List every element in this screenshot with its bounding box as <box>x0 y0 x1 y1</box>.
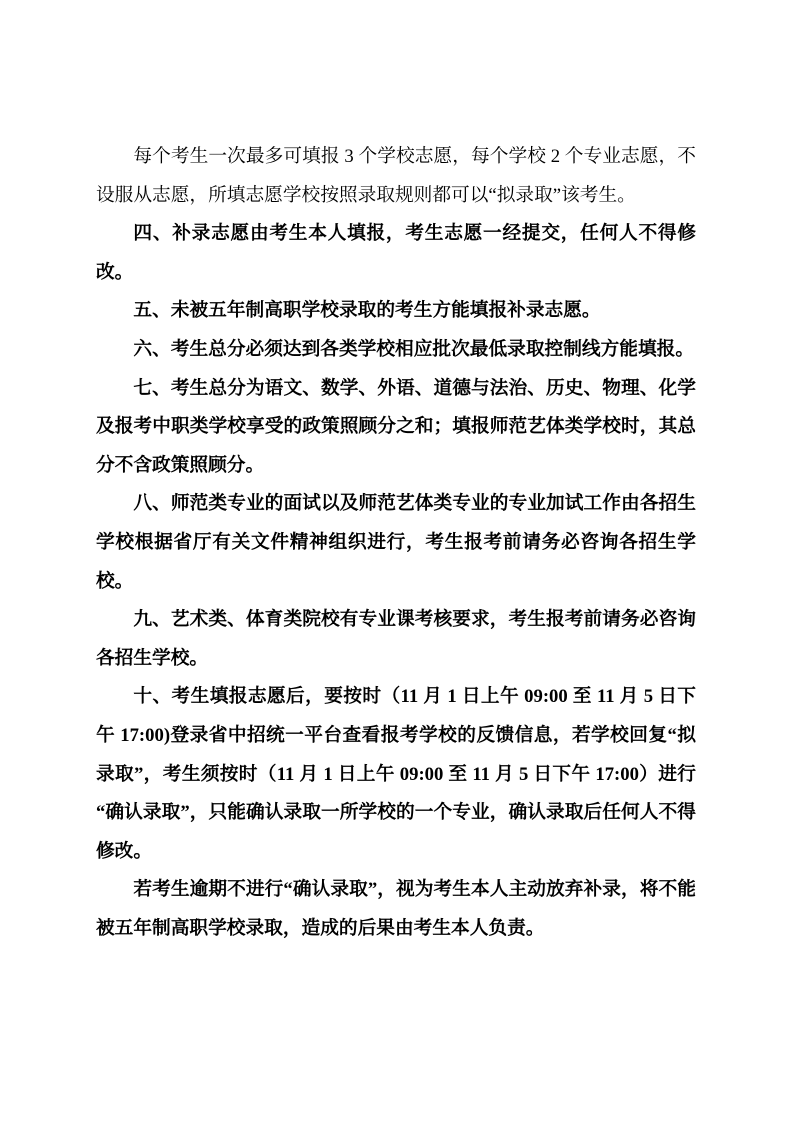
paragraph-closing-note: 若考生逾期不进行“确认录取”，视为考生本人主动放弃补录，将不能被五年制高职学校录取，造成的后果由考生本人负责。 <box>96 879 696 939</box>
text-block <box>96 138 696 948</box>
paragraph-item-5: 五、未被五年制高职学校录取的考生方能填报补录志愿。 <box>133 300 601 322</box>
paragraph-item-4: 四、补录志愿由考生本人填报，考生志愿一经提交，任何人不得修改。 <box>96 223 696 283</box>
paragraph-item-10: 十、考生填报志愿后，要按时（11 月 1 日上午 09:00 至 11 月 5 日下午 17:00)登录省中招统一平台查看报考学校的反馈信息，若学校回复“拟录取”，考生须按时（11 月 1 日上午 09:00 至 11 月 5 日下午 17:00）进行“确认录取”，只能确认录取一所学校的一个专业，确认录取后任何人不得修改。 <box>96 686 696 862</box>
paragraph-item-7: 七、考生总分为语文、数学、外语、道德与法治、历史、物理、化学及报考中职类学校享受的政策照顾分之和；填报师范艺体类学校时，其总分不含政策照顾分。 <box>96 377 696 476</box>
paragraph-item-8: 八、师范类专业的面试以及师范艺体类专业的专业加试工作由各招生学校根据省厅有关文件精神组织进行，考生报考前请务必咨询各招生学校。 <box>96 493 696 592</box>
paragraph-item-9: 九、艺术类、体育类院校有专业课考核要求，考生报考前请务必咨询各招生学校。 <box>96 609 696 669</box>
paragraph-item-6: 六、考生总分必须达到各类学校相应批次最低录取控制线方能填报。 <box>133 338 695 360</box>
paragraph-item-3-continuation: 每个考生一次最多可填报 3 个学校志愿，每个学校 2 个专业志愿，不设服从志愿，所填志愿学校按照录取规则都可以“拟录取”该考生。 <box>96 146 696 206</box>
